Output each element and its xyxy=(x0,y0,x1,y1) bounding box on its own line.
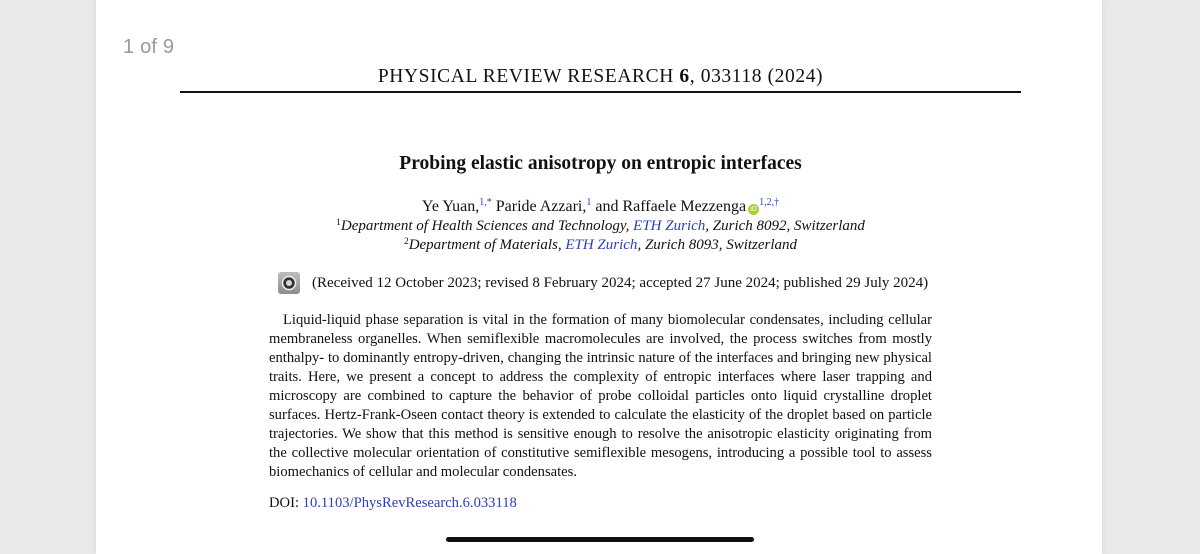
affiliation-link[interactable]: ETH Zurich xyxy=(633,218,706,234)
affiliation-1 xyxy=(180,218,1021,235)
page-counter: 1 of 9 xyxy=(123,36,175,58)
author-affiliation-marker[interactable]: 1,* xyxy=(479,197,492,208)
journal-name: PHYSICAL REVIEW RESEARCH xyxy=(377,66,674,87)
doi-link[interactable]: 10.1103/PhysRevResearch.6.033118 xyxy=(302,495,517,511)
author-list xyxy=(180,197,1021,216)
affiliation-marker: 1 xyxy=(336,218,341,228)
crossmark-icon[interactable] xyxy=(278,272,300,294)
affiliation-text: , Zurich 8093, Switzerland xyxy=(637,237,798,253)
orcid-icon[interactable]: iD xyxy=(748,204,759,215)
author-affiliation-marker[interactable]: 1 xyxy=(586,197,592,208)
home-indicator[interactable] xyxy=(446,537,754,542)
abstract-text: Liquid-liquid phase separation is vital in the formation of many biomolecular condensates, including cellular membraneless organelles. When semiflexible macromolecules are involved, the process switches from mostly enthalpy- to dominantly entropy-driven, changing the intrinsic nature of the interfaces and bringing new physical traits. Here, we present a concept to address the complexity of entropic interfaces where laser trapping and microscopy are combined to capture the behavior of probe colloidal particles onto liquid crystalline droplet surfaces. Hertz-Frank-Oseen contact theory is extended to calculate the elasticity of the droplet based on particle trajectories. We show that this method is sensitive enough to resolve the anisotropic elasticity originating from the collective molecular orientation of constitutive semiflexible mesogens, introducing a possible tool to assess biomechanics of cellular and molecular condensates. xyxy=(269,312,932,481)
author-affiliation-marker[interactable]: 1,2,† xyxy=(759,197,780,208)
article-info: , 033118 (2024) xyxy=(689,66,824,87)
affiliation-2 xyxy=(180,237,1021,254)
affiliation-text: Department of Materials, xyxy=(408,237,566,253)
journal-volume: 6 xyxy=(679,66,690,87)
author-name: Ye Yuan, xyxy=(421,198,480,215)
running-head xyxy=(180,66,1021,88)
affiliation-marker: 2 xyxy=(403,237,409,247)
affiliation-link[interactable]: ETH Zurich xyxy=(565,237,638,253)
history-text: (Received 12 October 2023; revised 8 February 2024; accepted 27 June 2024; published 29 July 2024) xyxy=(312,274,929,291)
affiliation-text: Department of Health Sciences and Technology, xyxy=(340,218,634,234)
author-name: Paride Azzari, xyxy=(495,198,587,215)
doi-label: DOI: xyxy=(269,495,299,511)
paper-title: Probing elastic anisotropy on entropic interfaces xyxy=(399,153,802,174)
author-name: and Raffaele Mezzenga xyxy=(595,198,747,215)
publication-history xyxy=(278,272,1018,294)
affiliation-text: , Zurich 8092, Switzerland xyxy=(705,218,865,234)
doi-line xyxy=(269,495,517,512)
header-rule xyxy=(180,91,1021,93)
